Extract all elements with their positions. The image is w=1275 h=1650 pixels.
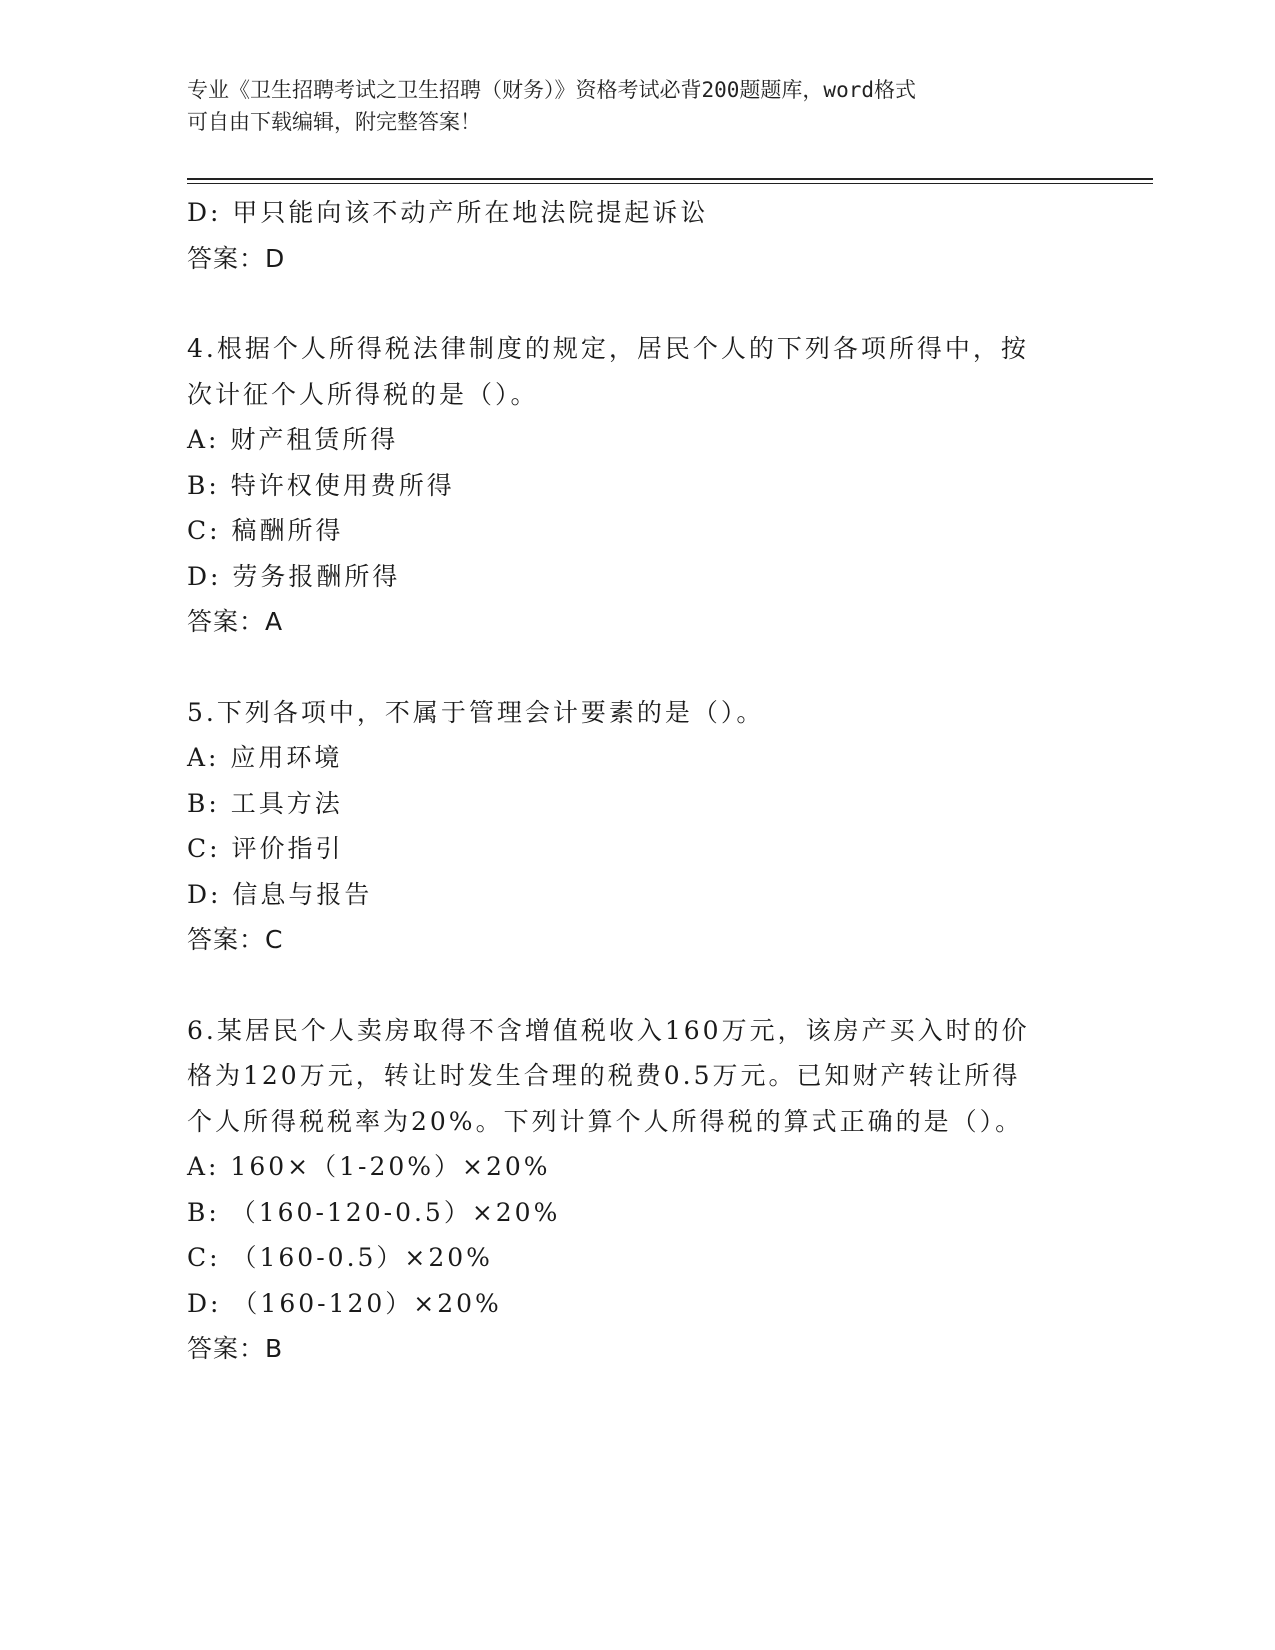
question-3-tail: [187, 190, 1067, 281]
question-stem: 个人所得税税率为20%。下列计算个人所得税的算式正确的是（）。: [187, 1106, 1024, 1136]
header-line-1: 专业《卫生招聘考试之卫生招聘（财务）》资格考试必背200题题库，word格式: [187, 78, 916, 102]
question-4: [187, 326, 1067, 645]
option-c: C: 稿酬所得: [187, 516, 344, 545]
answer: 答案：B: [187, 1334, 284, 1363]
option-d: D: 甲只能向该不动产所在地法院提起诉讼: [187, 198, 709, 227]
option-a: A: 财产租赁所得: [187, 425, 399, 454]
document-header: [187, 74, 1087, 138]
option-a: A: 应用环境: [187, 743, 343, 772]
option-c: C: （160-0.5）×20%: [187, 1243, 493, 1272]
question-stem: 次计征个人所得税的是（）。: [187, 379, 539, 409]
question-6: [187, 1008, 1067, 1372]
answer: 答案：A: [187, 607, 284, 636]
question-stem: 4.根据个人所得税法律制度的规定，居民个人的下列各项所得中，按: [187, 334, 1029, 363]
question-stem: 格为120万元，转让时发生合理的税费0.5万元。已知财产转让所得: [187, 1061, 1021, 1090]
option-c: C: 评价指引: [187, 834, 344, 863]
header-line-2: 可自由下载编辑，附完整答案！: [187, 110, 481, 134]
document-body: [187, 190, 1067, 1372]
header-rule-thin: [187, 183, 1153, 184]
question-stem: 6.某居民个人卖房取得不含增值税收入160万元，该房产买入时的价: [187, 1015, 1030, 1045]
header-rule-thick: [187, 178, 1153, 180]
option-a: A: 160×（1-20%）×20%: [187, 1152, 551, 1181]
option-d: D: 信息与报告: [187, 879, 373, 909]
answer: 答案：C: [187, 925, 284, 954]
answer: 答案：D: [187, 243, 286, 273]
question-5: [187, 690, 1067, 963]
option-b: B: （160-120-0.5）×20%: [187, 1197, 561, 1227]
question-stem: 5.下列各项中，不属于管理会计要素的是（）。: [187, 697, 765, 727]
option-d: D: （160-120）×20%: [187, 1288, 502, 1318]
option-b: B: 特许权使用费所得: [187, 470, 455, 500]
option-b: B: 工具方法: [187, 788, 343, 818]
option-d: D: 劳务报酬所得: [187, 561, 401, 591]
